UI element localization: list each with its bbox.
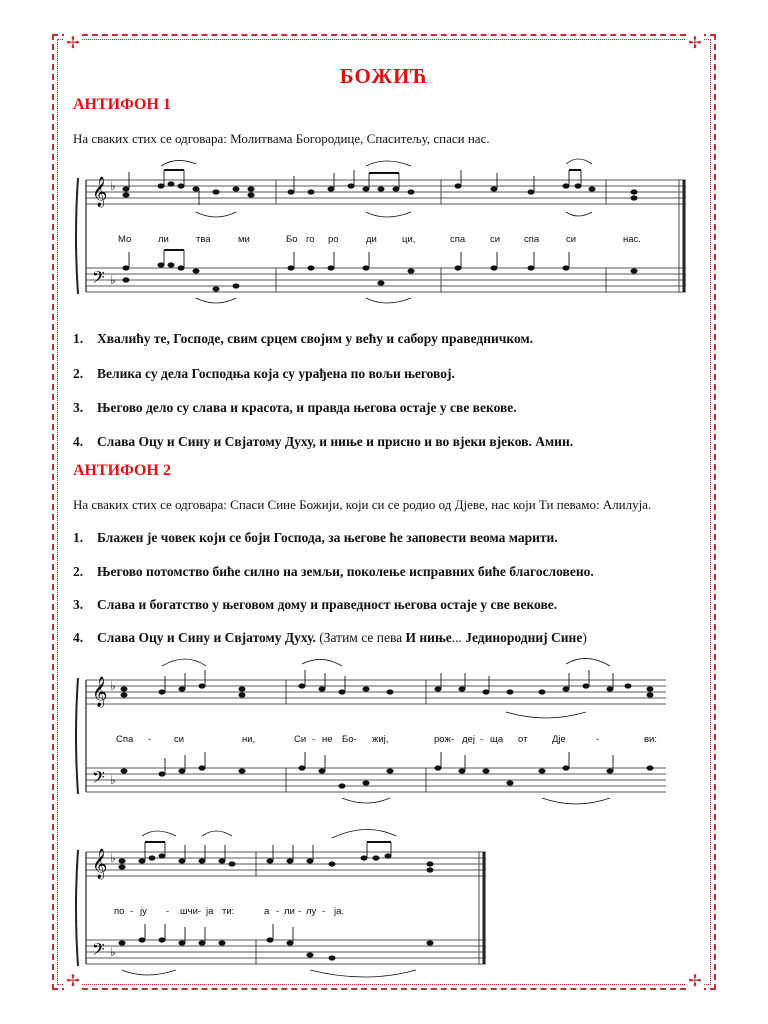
score3-lyrics [114,906,344,917]
antiphon1-refrain: На сваких стих се одговара: Молитвама Богородице, Спаситељу, спаси нас. [73,131,490,146]
lyric: спа [524,234,540,245]
lyric: ро [328,234,339,245]
svg-text:𝄞: 𝄞 [92,677,108,707]
lyric: деј [462,734,475,745]
cross-icon: ✢ [686,34,704,52]
lyric: си [174,734,185,745]
cross-icon: ✢ [64,972,82,990]
lyric: ни, [242,734,256,745]
lyric: си [490,234,501,245]
lyric: Си [294,734,307,745]
antiphon1-verse-1: 1. Хвалићу те, Господе, свим срцем својим у већу и сабору праведничком. [73,331,534,346]
svg-text:𝄢: 𝄢 [92,267,105,291]
score2-lyrics [116,734,657,745]
antiphon2-verse-3: 3. Слава и богатство у његовом дому и праведност његова остаје у све векове. [73,597,558,612]
lyric: ју [140,906,147,917]
lyric: ти: [222,906,235,917]
svg-text:♭: ♭ [110,945,116,959]
lyric: тва [196,234,211,245]
lyric: - [298,906,302,917]
lyric: ја. [334,906,345,917]
lyric: от [518,734,528,745]
lyric: - [596,734,600,745]
lyric: лу [306,906,317,917]
lyric: ја [206,906,214,917]
score1-lyrics [118,234,641,245]
svg-text:𝄞: 𝄞 [92,177,108,207]
antiphon1-heading: АНТИФОН 1 [73,96,171,113]
antiphon2-verse-1: 1. Блажен је човек који се боји Господа, за његове ће заповести веома марити. [73,530,558,545]
lyric: спа [450,234,466,245]
lyric: Бо [286,234,298,245]
lyric: - [322,906,326,917]
lyric: Спа [116,734,134,745]
lyric: нас. [623,234,641,245]
lyric: - [130,906,134,917]
lyric: ми [238,234,250,245]
lyric: Дје [552,734,566,745]
lyric: шчи- [180,906,202,917]
lyric: ли [158,234,169,245]
lyric: рож- [434,734,454,745]
lyric: ди [366,234,377,245]
lyric: си [566,234,577,245]
lyric: ща [490,734,504,745]
page-title: БОЖИЋ [339,64,429,88]
svg-text:♭: ♭ [110,851,116,865]
lyric: по [114,906,125,917]
svg-text:♭: ♭ [110,179,116,193]
antiphon1-verse-2: 2. Велика су дела Господња која су урађена по вољи његовој. [73,366,455,381]
antiphon2-refrain: На сваких стих се одговара: Спаси Сине Божији, који си се родио од Дјеве, нас који Ти певамо: Алилуја. [73,497,652,512]
antiphon1-verse-3: 3. Његово дело су слава и красота, и правда његова остаје у све векове. [73,400,517,415]
antiphon2-verse-2: 2. Његово потомство биће силно на земљи, поколење исправних биће благословено. [73,564,594,579]
lyric: Бо- [342,734,357,745]
music-score-1 [66,150,696,310]
antiphon1-verse-4: 4. Слава Оцу и Сину и Свјатому Духу, и ниње и присно и во вјеки вјеков. Амин. [73,434,574,449]
lyric: жиј, [372,734,389,745]
cross-icon: ✢ [64,34,82,52]
svg-text:𝄞: 𝄞 [92,849,108,879]
lyric: - [276,906,280,917]
music-score-3 [66,822,496,982]
lyric: ци, [402,234,416,245]
lyric: а [264,906,270,917]
lyric: - [312,734,316,745]
svg-text:𝄢: 𝄢 [92,939,105,963]
antiphon2-verse-4: 4. Слава Оцу и Сину и Свјатому Духу. (Затим се пева И ниње... Јединородниј Сине) [73,630,587,645]
lyric: го [306,234,315,245]
cross-icon: ✢ [686,972,704,990]
svg-text:♭: ♭ [110,679,116,693]
lyric: - [148,734,152,745]
svg-text:𝄢: 𝄢 [92,767,105,791]
antiphon2-heading: АНТИФОН 2 [73,462,171,479]
svg-text:♭: ♭ [110,773,116,787]
svg-text:♭: ♭ [110,273,116,287]
lyric: ли [284,906,295,917]
lyric: Мо [118,234,132,245]
lyric: ви: [644,734,657,745]
music-score-2 [66,650,696,810]
lyric: - [166,906,170,917]
lyric: не [322,734,333,745]
lyric: - [480,734,484,745]
